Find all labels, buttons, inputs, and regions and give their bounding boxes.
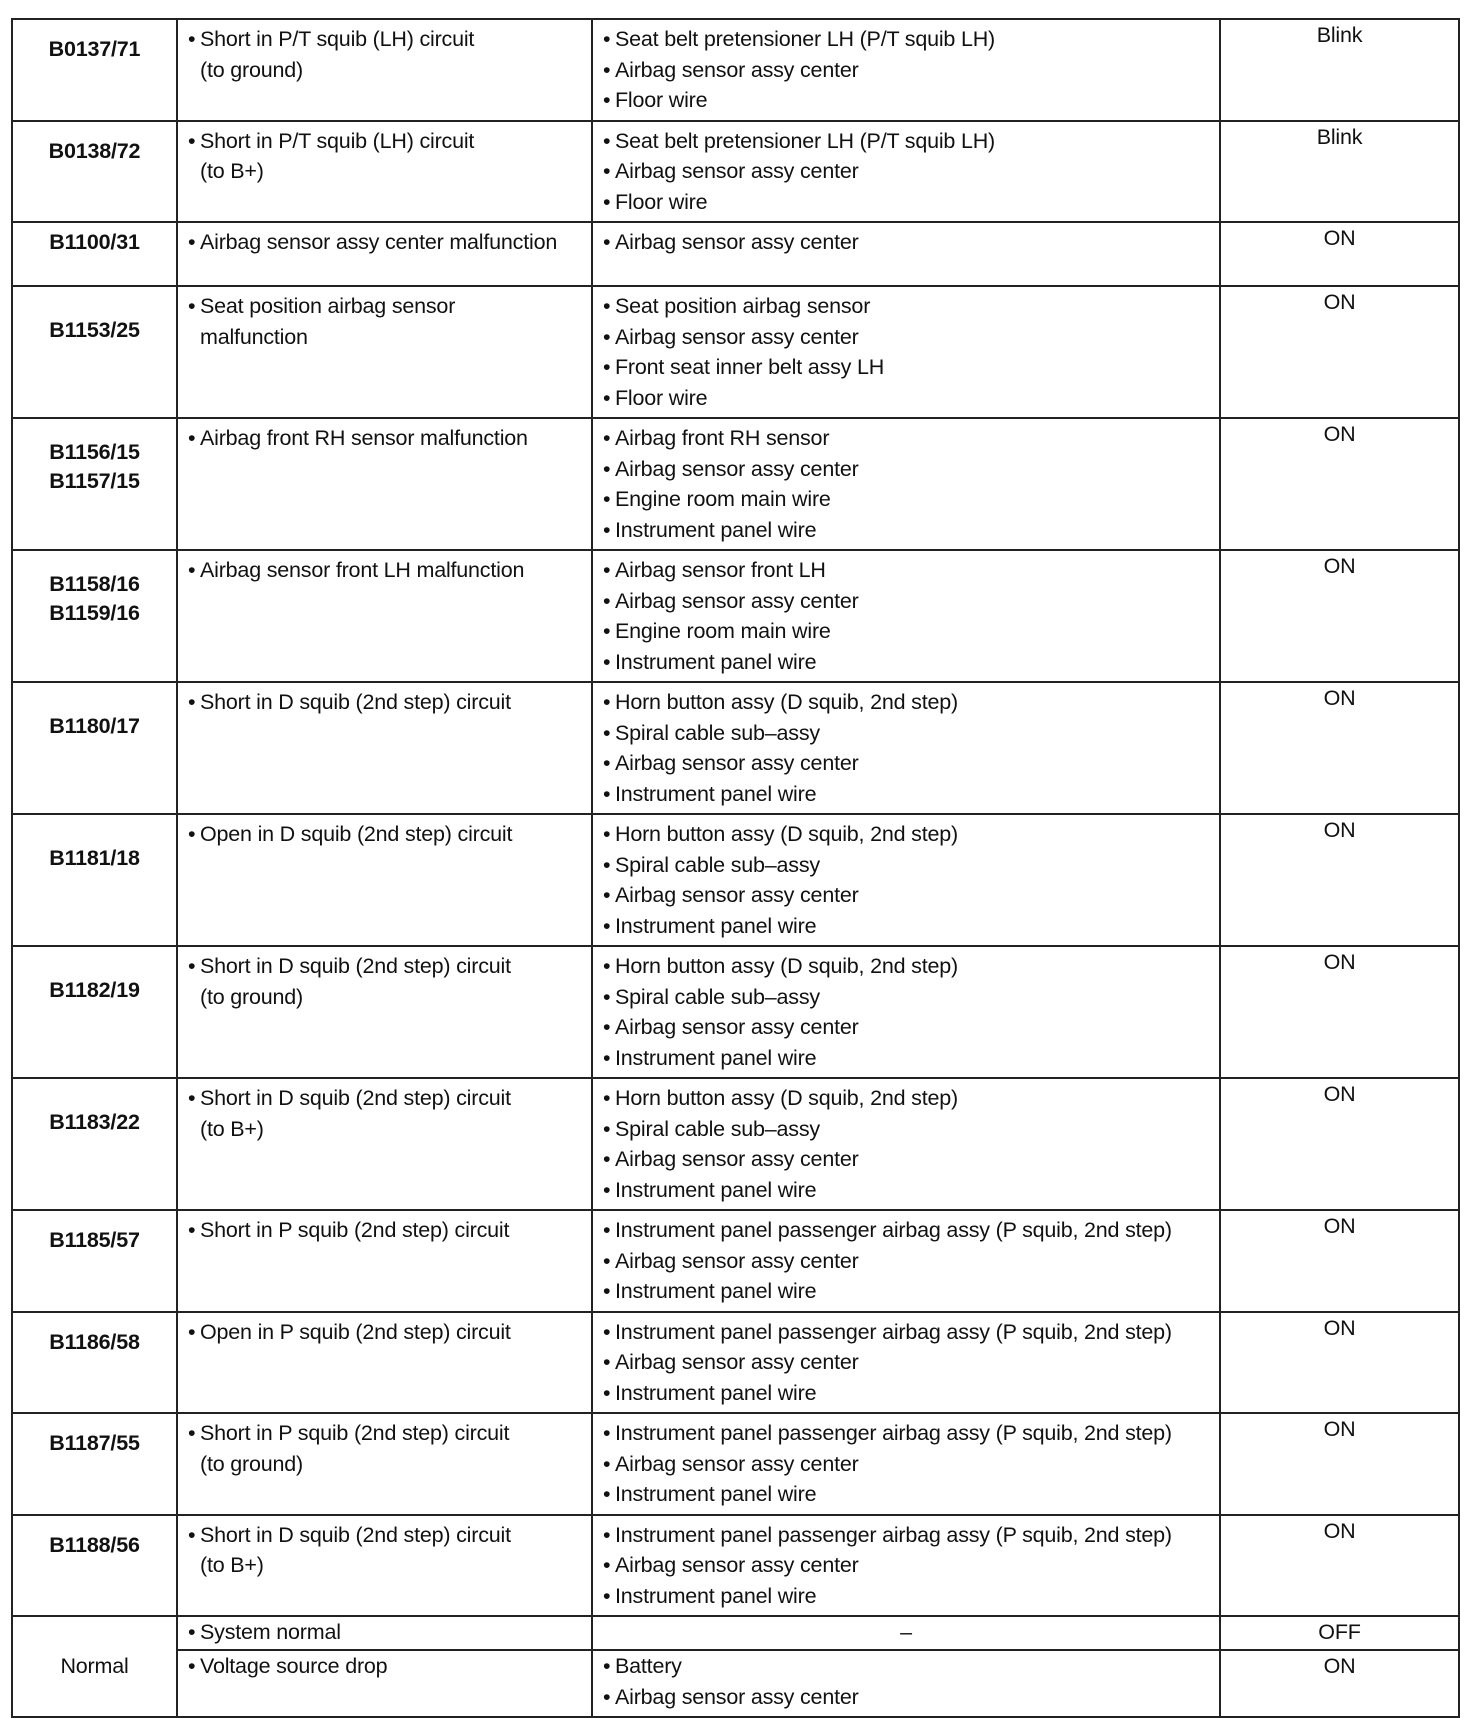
- dtc-code-cell: [12, 1312, 177, 1414]
- trouble-area-cell: [592, 1210, 1220, 1312]
- trouble-area-item: • Airbag sensor assy center: [603, 748, 1211, 779]
- trouble-area-item: • Spiral cable sub–assy: [603, 850, 1211, 881]
- trouble-area-item: • Seat belt pretensioner LH (P/T squib LH): [603, 24, 1211, 55]
- dtc-code: B1180/17: [49, 714, 140, 738]
- trouble-area-item: • Airbag sensor assy center: [603, 454, 1211, 485]
- warning-light-cell: [1220, 19, 1459, 121]
- table-row: [12, 550, 1459, 682]
- dtc-code: B1156/15: [49, 440, 140, 464]
- dtc-code-cell: [12, 121, 177, 223]
- table-row: [12, 1616, 1459, 1650]
- trouble-area-item: • Airbag sensor assy center: [603, 586, 1211, 617]
- trouble-area-item: • Airbag front RH sensor: [603, 423, 1211, 454]
- warning-light-status: ON: [1323, 1518, 1356, 1543]
- trouble-text: • Short in D squib (2nd step) circuit: [188, 687, 583, 718]
- trouble-cell: [177, 1413, 592, 1515]
- trouble-area-item: • Airbag sensor front LH: [603, 555, 1211, 586]
- trouble-area-item: • Seat position airbag sensor: [603, 291, 1211, 322]
- table-row: [12, 682, 1459, 814]
- trouble-cell: [177, 1312, 592, 1414]
- trouble-area-item: • Airbag sensor assy center: [603, 156, 1211, 187]
- trouble-cell: [177, 814, 592, 946]
- trouble-area-item: • Instrument panel wire: [603, 1175, 1211, 1206]
- dtc-table-body: [12, 19, 1459, 1717]
- warning-light-status: ON: [1323, 686, 1356, 710]
- table-row: [12, 1413, 1459, 1515]
- trouble-area-item: • Airbag sensor assy center: [603, 1347, 1211, 1378]
- trouble-text: • Short in P squib (2nd step) circuit: [188, 1215, 583, 1246]
- trouble-area-item: • Airbag sensor assy center: [603, 1682, 1211, 1713]
- warning-light-status: ON: [1323, 1417, 1356, 1441]
- table-row: [12, 121, 1459, 223]
- trouble-area-item: • Horn button assy (D squib, 2nd step): [603, 687, 1211, 718]
- trouble-area-item: • Instrument panel wire: [603, 779, 1211, 810]
- trouble-cell: [177, 550, 592, 682]
- trouble-cell: [177, 1515, 592, 1617]
- trouble-text: • Airbag sensor front LH malfunction: [188, 555, 583, 586]
- trouble-area-item: • Instrument panel passenger airbag assy (P squib, 2nd step): [603, 1317, 1211, 1348]
- warning-light-cell: [1220, 1413, 1459, 1515]
- trouble-area-cell: [592, 418, 1220, 550]
- trouble-text: • Short in P/T squib (LH) circuit (to ground): [188, 24, 583, 85]
- dtc-code-cell: [12, 550, 177, 682]
- warning-light-status: ON: [1323, 1315, 1356, 1340]
- trouble-area-item: • Instrument panel wire: [603, 1581, 1211, 1612]
- trouble-area-item: • Engine room main wire: [603, 484, 1211, 515]
- trouble-area-item: • Airbag sensor assy center: [603, 227, 1211, 258]
- warning-light-status: OFF: [1318, 1620, 1361, 1644]
- warning-light-status: ON: [1323, 226, 1356, 250]
- dtc-code-cell: [12, 682, 177, 814]
- warning-light-cell: [1220, 814, 1459, 946]
- trouble-area-item: • Horn button assy (D squib, 2nd step): [603, 819, 1211, 850]
- dtc-code: B1181/18: [49, 846, 140, 870]
- dtc-code-cell: [12, 1078, 177, 1210]
- trouble-area-cell: [592, 286, 1220, 418]
- trouble-text: • Airbag sensor assy center malfunction: [188, 227, 583, 258]
- trouble-text: • Open in D squib (2nd step) circuit: [188, 819, 583, 850]
- trouble-area-item: • Floor wire: [603, 187, 1211, 218]
- dtc-code: B1153/25: [49, 318, 140, 342]
- trouble-cell: [177, 418, 592, 550]
- trouble-area-cell: [592, 814, 1220, 946]
- trouble-area-item: • Spiral cable sub–assy: [603, 1114, 1211, 1145]
- trouble-text: • Short in D squib (2nd step) circuit (to B+): [188, 1520, 583, 1581]
- warning-light-status: ON: [1323, 1082, 1356, 1106]
- dtc-code: B1186/58: [49, 1329, 140, 1354]
- trouble-area-cell: [592, 682, 1220, 814]
- table-row: [12, 814, 1459, 946]
- trouble-cell: [177, 682, 592, 814]
- warning-light-status: ON: [1323, 554, 1356, 578]
- dtc-code: B1158/16: [49, 572, 140, 596]
- dtc-code-cell: [12, 1210, 177, 1312]
- warning-light-cell: [1220, 550, 1459, 682]
- trouble-cell: [177, 222, 592, 286]
- warning-light-cell: [1220, 1312, 1459, 1414]
- dtc-code-cell: [12, 1616, 177, 1717]
- warning-light-status: ON: [1323, 950, 1356, 974]
- table-row: [12, 222, 1459, 286]
- trouble-area-item: • Instrument panel wire: [603, 1276, 1211, 1307]
- trouble-area-item: • Airbag sensor assy center: [603, 1449, 1211, 1480]
- warning-light-cell: [1220, 286, 1459, 418]
- trouble-area-item: • Airbag sensor assy center: [603, 1012, 1211, 1043]
- trouble-text: • Airbag front RH sensor malfunction: [188, 423, 583, 454]
- trouble-text: • Open in P squib (2nd step) circuit: [188, 1317, 583, 1348]
- table-row: [12, 418, 1459, 550]
- table-row: [12, 1650, 1459, 1717]
- trouble-area-item: • Instrument panel wire: [603, 647, 1211, 678]
- trouble-extra: (to ground): [200, 1451, 303, 1476]
- trouble-text: • Short in D squib (2nd step) circuit (to ground): [188, 951, 583, 1012]
- trouble-text: • System normal: [188, 1617, 583, 1648]
- trouble-text: • Voltage source drop: [188, 1651, 583, 1682]
- trouble-extra: (to B+): [200, 159, 264, 183]
- trouble-area-item: • Instrument panel wire: [603, 515, 1211, 546]
- trouble-extra: (to ground): [200, 57, 303, 82]
- dtc-code-cell: [12, 222, 177, 286]
- dtc-code: B1182/19: [49, 978, 140, 1002]
- trouble-area-item: • Instrument panel wire: [603, 1378, 1211, 1409]
- dtc-code: B1159/16: [49, 600, 140, 625]
- warning-light-status: ON: [1323, 818, 1356, 842]
- table-row: [12, 946, 1459, 1078]
- dtc-code: B1185/57: [49, 1228, 140, 1252]
- trouble-area-item: • Airbag sensor assy center: [603, 880, 1211, 911]
- trouble-area-cell: [592, 1078, 1220, 1210]
- trouble-text: • Seat position airbag sensor malfunction: [188, 291, 490, 352]
- trouble-area-item: • Airbag sensor assy center: [603, 322, 1211, 353]
- trouble-area-item: • Engine room main wire: [603, 616, 1211, 647]
- warning-light-status: ON: [1323, 290, 1356, 314]
- trouble-area-cell: [592, 121, 1220, 223]
- trouble-area-item: • Instrument panel passenger airbag assy (P squib, 2nd step): [603, 1215, 1211, 1246]
- trouble-area-cell: [592, 1515, 1220, 1617]
- trouble-cell: [177, 121, 592, 223]
- trouble-area-item: • Airbag sensor assy center: [603, 55, 1211, 86]
- trouble-area-item: • Front seat inner belt assy LH: [603, 352, 1211, 383]
- table-row: [12, 1078, 1459, 1210]
- warning-light-cell: [1220, 1515, 1459, 1617]
- trouble-area-item: • Horn button assy (D squib, 2nd step): [603, 1083, 1211, 1114]
- table-row: [12, 19, 1459, 121]
- trouble-cell: [177, 1078, 592, 1210]
- trouble-area-item: • Instrument panel passenger airbag assy (P squib, 2nd step): [603, 1418, 1211, 1449]
- trouble-area-item: • Airbag sensor assy center: [603, 1550, 1211, 1581]
- dtc-code: B0137/71: [48, 37, 141, 61]
- dtc-code-cell: [12, 946, 177, 1078]
- warning-light-cell: [1220, 222, 1459, 286]
- trouble-area-cell: [592, 1312, 1220, 1414]
- trouble-area-cell: [592, 19, 1220, 121]
- dtc-code-cell: [12, 286, 177, 418]
- trouble-area-item: • Instrument panel passenger airbag assy (P squib, 2nd step): [603, 1520, 1211, 1551]
- dtc-code-cell: [12, 1515, 177, 1617]
- warning-light-cell: [1220, 1616, 1459, 1650]
- trouble-area-item: • Instrument panel wire: [603, 1479, 1211, 1510]
- trouble-cell: [177, 946, 592, 1078]
- trouble-text: • Short in D squib (2nd step) circuit (to B+): [188, 1083, 583, 1144]
- trouble-extra: (to B+): [200, 1553, 264, 1577]
- dtc-code: B0138/72: [48, 138, 141, 163]
- warning-light-cell: [1220, 1078, 1459, 1210]
- dtc-code: B1188/56: [49, 1532, 140, 1557]
- trouble-extra: (to B+): [200, 1116, 264, 1141]
- trouble-area-cell: [592, 1650, 1220, 1717]
- trouble-extra: (to ground): [200, 984, 303, 1009]
- warning-light-status: ON: [1323, 1654, 1356, 1678]
- trouble-area-dash: –: [900, 1620, 912, 1644]
- warning-light-cell: [1220, 682, 1459, 814]
- trouble-cell: [177, 1616, 592, 1650]
- dtc-code: B1187/55: [49, 1431, 140, 1455]
- warning-light-status: ON: [1323, 422, 1356, 446]
- warning-light-cell: [1220, 121, 1459, 223]
- dtc-code: B1157/15: [49, 468, 140, 493]
- table-row: [12, 1515, 1459, 1617]
- dtc-table: [11, 18, 1460, 1718]
- trouble-cell: [177, 19, 592, 121]
- trouble-text: • Short in P/T squib (LH) circuit (to B+): [188, 126, 583, 187]
- dtc-code: Normal: [60, 1654, 129, 1679]
- trouble-cell: [177, 1650, 592, 1717]
- table-row: [12, 1210, 1459, 1312]
- warning-light-status: ON: [1323, 1214, 1356, 1238]
- dtc-code-cell: [12, 814, 177, 946]
- trouble-area-item: • Floor wire: [603, 383, 1211, 414]
- warning-light-status: Blink: [1316, 124, 1363, 149]
- table-row: [12, 286, 1459, 418]
- table-row: [12, 1312, 1459, 1414]
- dtc-code: B1183/22: [49, 1110, 140, 1134]
- dtc-code-cell: [12, 19, 177, 121]
- trouble-area-item: • Airbag sensor assy center: [603, 1144, 1211, 1175]
- trouble-area-item: • Floor wire: [603, 85, 1211, 116]
- trouble-area-cell: [592, 550, 1220, 682]
- trouble-area-item: • Seat belt pretensioner LH (P/T squib LH): [603, 126, 1211, 157]
- trouble-area-item: • Battery: [603, 1651, 1211, 1682]
- trouble-area-cell: [592, 1616, 1220, 1650]
- trouble-area-item: • Spiral cable sub–assy: [603, 982, 1211, 1013]
- trouble-area-item: • Spiral cable sub–assy: [603, 718, 1211, 749]
- warning-light-cell: [1220, 946, 1459, 1078]
- trouble-text: • Short in P squib (2nd step) circuit (to ground): [188, 1418, 583, 1479]
- trouble-cell: [177, 286, 592, 418]
- warning-light-status: Blink: [1316, 23, 1363, 47]
- trouble-area-item: • Instrument panel wire: [603, 911, 1211, 942]
- trouble-area-cell: [592, 946, 1220, 1078]
- warning-light-cell: [1220, 1650, 1459, 1717]
- warning-light-cell: [1220, 1210, 1459, 1312]
- trouble-area-cell: [592, 222, 1220, 286]
- warning-light-cell: [1220, 418, 1459, 550]
- dtc-code-cell: [12, 418, 177, 550]
- dtc-code: B1100/31: [49, 230, 140, 254]
- trouble-cell: [177, 1210, 592, 1312]
- dtc-code-cell: [12, 1413, 177, 1515]
- trouble-area-cell: [592, 1413, 1220, 1515]
- trouble-area-item: • Airbag sensor assy center: [603, 1246, 1211, 1277]
- trouble-area-item: • Instrument panel wire: [603, 1043, 1211, 1074]
- trouble-area-item: • Horn button assy (D squib, 2nd step): [603, 951, 1211, 982]
